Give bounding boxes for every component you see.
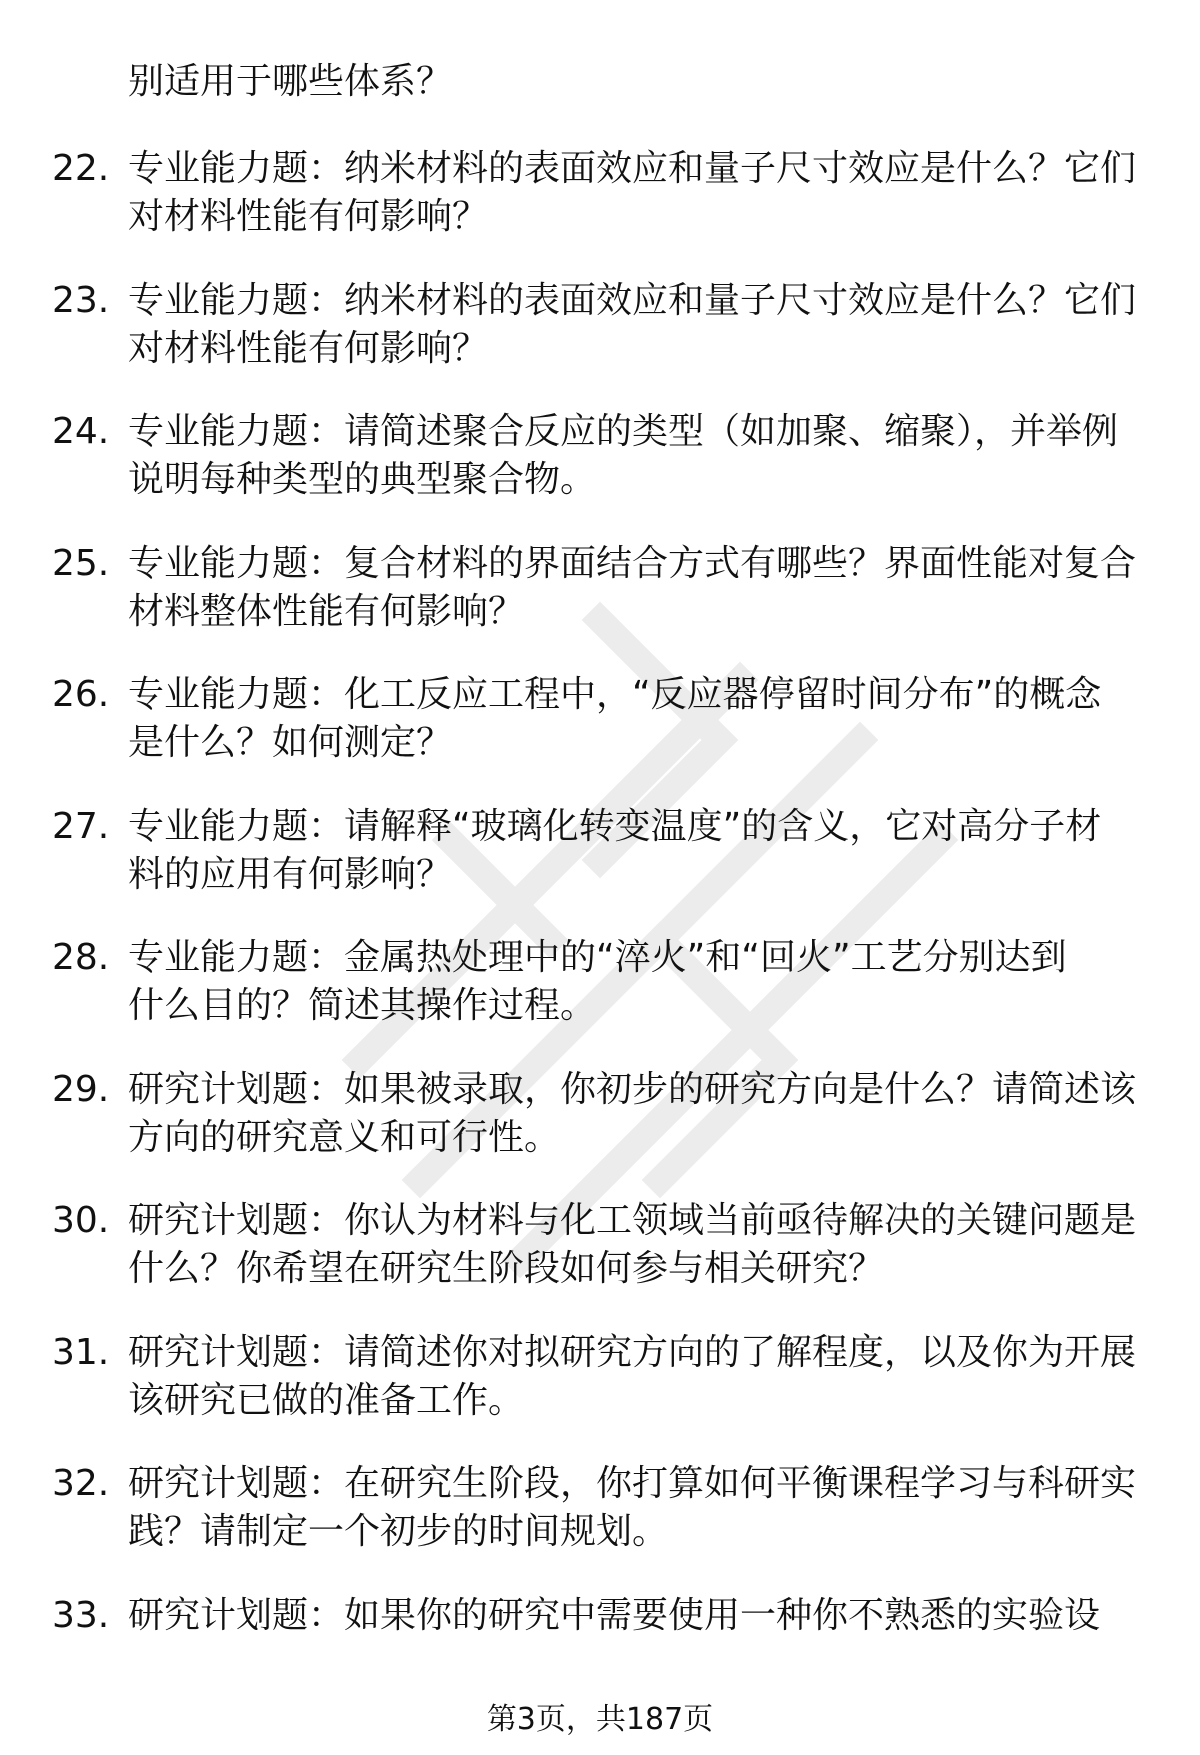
question-number: 30. [52, 1200, 110, 1241]
question-line: 专业能力题：请解释“玻璃化转变温度”的含义，它对高分子材 [128, 805, 1102, 847]
question-text [128, 145, 1138, 241]
question-item [0, 1197, 1200, 1329]
question-line: 专业能力题：金属热处理中的“淬火”和“回火”工艺分别达到 [128, 937, 1067, 978]
question-text [128, 1066, 1138, 1162]
question-line: 什么目的？简述其操作过程。 [128, 985, 597, 1026]
question-line: 专业能力题：请简述聚合反应的类型（如加聚、缩聚），并举例 [128, 411, 1119, 452]
question-line: 专业能力题：纳米材料的表面效应和量子尺寸效应是什么？它们 [128, 279, 1137, 321]
question-item [0, 540, 1200, 672]
question-text [128, 1592, 1138, 1640]
question-text [128, 1329, 1138, 1425]
question-item [0, 934, 1200, 1066]
question-text [128, 408, 1138, 504]
question-line: 研究计划题：你认为材料与化工领域当前亟待解决的关键问题是 [128, 1200, 1137, 1241]
question-item [0, 408, 1200, 540]
question-line: 专业能力题：复合材料的界面结合方式有哪些？界面性能对复合 [128, 542, 1137, 584]
question-line: 方向的研究意义和可行性。 [128, 1116, 561, 1158]
question-number: 27. [52, 805, 110, 847]
question-list [0, 145, 1200, 1723]
question-text [128, 934, 1138, 1030]
question-number: 28. [52, 937, 110, 978]
question-number: 22. [52, 148, 110, 189]
question-line: 材料整体性能有何影响？ [128, 590, 525, 632]
question-line: 研究计划题：请简述你对拟研究方向的了解程度，以及你为开展 [128, 1331, 1137, 1373]
question-line: 该研究已做的准备工作。 [128, 1379, 525, 1421]
question-item [0, 1066, 1200, 1198]
question-number: 25. [52, 542, 110, 584]
question-number: 31. [52, 1331, 110, 1373]
question-line: 研究计划题：在研究生阶段，你打算如何平衡课程学习与科研实 [128, 1463, 1137, 1504]
question-item [0, 803, 1200, 935]
question-item [0, 671, 1200, 803]
question-number: 29. [52, 1068, 110, 1110]
question-text [128, 277, 1138, 373]
continuation-text: 别适用于哪些体系？ [128, 61, 453, 102]
page-footer: 第3页，共187页 [486, 1702, 714, 1737]
question-text [128, 803, 1138, 899]
question-line: 对材料性能有何影响？ [128, 196, 489, 237]
question-line: 专业能力题：化工反应工程中，“反应器停留时间分布”的概念 [128, 674, 1102, 715]
question-line: 说明每种类型的典型聚合物。 [128, 459, 597, 500]
question-line: 是什么？如何测定？ [128, 722, 453, 763]
question-line: 对材料性能有何影响？ [128, 327, 489, 369]
question-item [0, 145, 1200, 277]
question-number: 32. [52, 1463, 110, 1504]
question-number: 23. [52, 279, 110, 321]
question-number: 24. [52, 411, 110, 452]
question-line: 专业能力题：纳米材料的表面效应和量子尺寸效应是什么？它们 [128, 148, 1137, 189]
question-text [128, 540, 1138, 636]
question-line: 研究计划题：如果被录取，你初步的研究方向是什么？请简述该 [128, 1068, 1137, 1110]
question-number: 33. [52, 1594, 110, 1636]
question-item [0, 1329, 1200, 1461]
question-text [128, 671, 1138, 767]
question-line: 料的应用有何影响？ [128, 853, 453, 895]
question-item [0, 1460, 1200, 1592]
question-line: 什么？你希望在研究生阶段如何参与相关研究？ [128, 1248, 885, 1289]
question-line: 践？请制定一个初步的时间规划。 [128, 1511, 669, 1552]
question-text [128, 1197, 1138, 1293]
question-item [0, 277, 1200, 409]
question-number: 26. [52, 674, 110, 715]
question-text [128, 1460, 1138, 1556]
question-line: 研究计划题：如果你的研究中需要使用一种你不熟悉的实验设 [128, 1594, 1101, 1636]
